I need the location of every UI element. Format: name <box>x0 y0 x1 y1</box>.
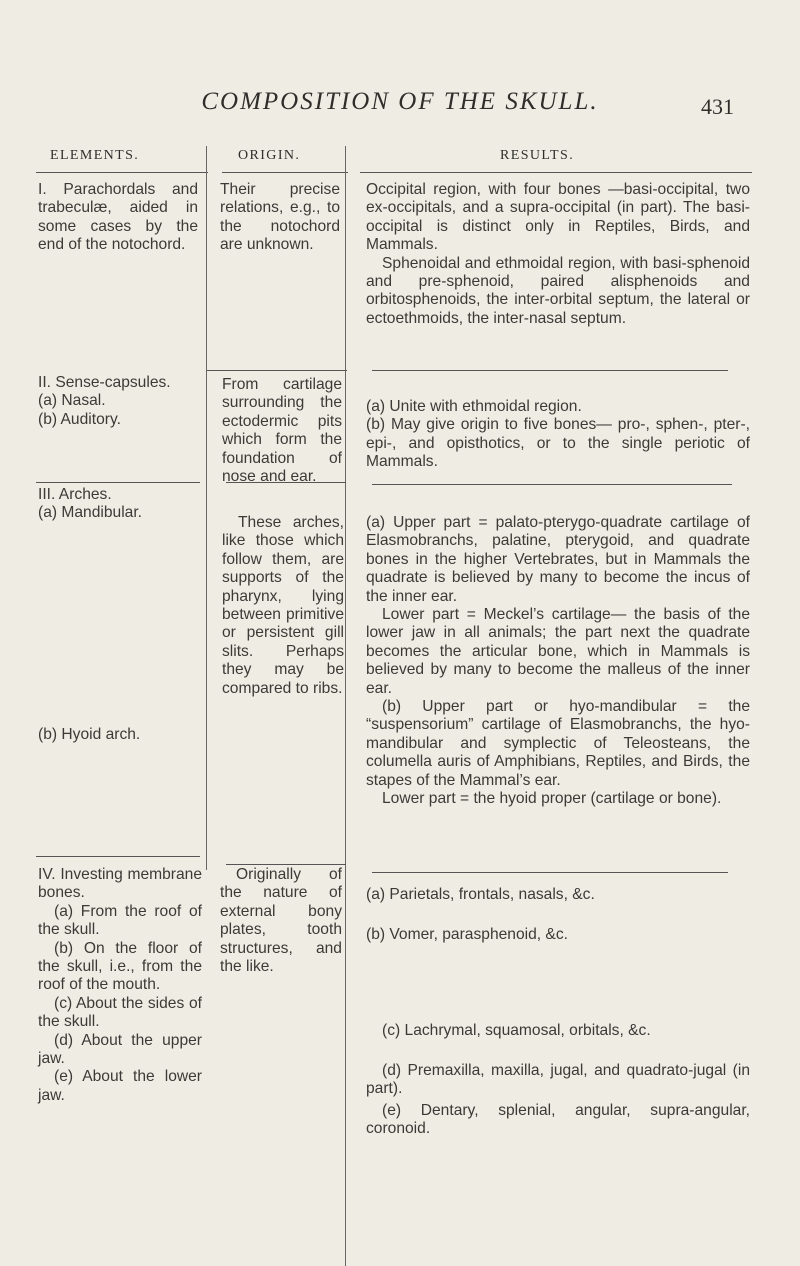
row-rule-2-results <box>372 484 732 485</box>
row-3-origin <box>222 514 344 698</box>
row-4-elements <box>38 866 202 1105</box>
row-rule-2-elements <box>36 482 200 483</box>
row-2-origin-text: From cartilage surrounding the ectodermic pits which form the foundation of nose and ear. <box>222 376 342 486</box>
row-3-elements <box>38 486 204 746</box>
header-results: RESULTS. <box>500 148 575 163</box>
row-2-elements-a: (a) Nasal. <box>38 392 106 410</box>
running-head: COMPOSITION OF THE SKULL. <box>201 88 599 115</box>
row-rule-1-origin <box>207 370 347 371</box>
row-3-results-a-upper: (a) Upper part = palato-pterygo-quadrate cartilage of Elasmobranchs, palatine, pterygoid, and quadrate bones in the higher Vertebrates, but in Mammals the quadrate is believed by many to become the incus of the inner ear. <box>366 514 750 605</box>
row-4-elements-a: (a) From the roof of the skull. <box>38 902 202 939</box>
row-1-origin-text: Their precise relations, e.g., to the notochord are unknown. <box>220 181 340 254</box>
row-4-results <box>366 886 750 1226</box>
row-3-results-b-upper: (b) Upper part or hyo-mandibular = the “suspensorium” cartilage of Elasmobranchs, the hyo-mandibular and symplectic of Teleosteans, the columella auris of Amphibians, Reptiles, and Birds, the stapes of the Mammal’s ear. <box>366 698 750 789</box>
row-rule-3-results <box>372 872 728 873</box>
row-1-origin <box>220 181 340 255</box>
header-elements: ELEMENTS. <box>50 148 140 163</box>
row-2-elements-title: II. Sense-capsules. <box>38 374 171 391</box>
row-4-elements-b: (b) On the floor of the skull, i.e., from the roof of the mouth. <box>38 939 202 994</box>
row-3-results <box>366 514 750 809</box>
header-rule-results <box>360 172 752 173</box>
row-3-origin-text: These arches, like those which follow them, are supports of the pharynx, lying between primitive or persistent gill slits. Perhaps they may be compared to ribs. <box>222 514 344 697</box>
row-3-results-b-lower: Lower part = the hyoid proper (cartilage or bone). <box>382 790 722 808</box>
row-1-elements <box>38 181 198 255</box>
row-1-elements-text: I. Parachordals and trabeculæ, aided in some cases by the end of the notochord. <box>38 181 198 254</box>
row-3-results-a-lower: Lower part = Meckel’s cartilage— the basis of the lower jaw in all animals; the part next the quadrate becomes the articular bone, which in Mammals is believed by many to become the malleus of the inner ear. <box>366 606 750 697</box>
row-rule-1-results <box>372 370 728 371</box>
row-2-origin <box>222 376 342 486</box>
row-rule-3-elements <box>36 856 200 857</box>
column-divider-2 <box>345 146 346 1266</box>
row-2-results-a: (a) Unite with ethmoidal region. <box>366 398 582 415</box>
row-3-elements-a: (a) Mandibular. <box>38 504 143 522</box>
row-1-results-p2: Sphenoidal and ethmoidal region, with basi-sphenoid and pre-sphenoid, paired alisphenoids and orbitosphenoids, the inter-orbital septum, the lateral or ectoethmoids, the inter-nasal septum. <box>366 254 750 327</box>
row-2-results-b: (b) May give origin to five bones— pro-, sphen-, pter-, epi-, and opisthotics, or to the single periotic of Mammals. <box>366 416 750 471</box>
row-4-origin-text: Originally of the nature of external bony plates, tooth structures, and the like. <box>220 866 342 976</box>
row-2-elements <box>38 374 204 429</box>
row-4-elements-e: (e) About the lower jaw. <box>38 1068 202 1104</box>
row-rule-3-origin <box>226 864 346 865</box>
column-divider-1 <box>206 146 207 870</box>
row-1-results-p1: Occipital region, with four bones —basi-occipital, two ex-occipitals, and a supra-occipital (in part). The basi-occipital is distinct only in Reptiles, Birds, and Mammals. <box>366 181 750 254</box>
row-3-elements-b: (b) Hyoid arch. <box>38 726 141 743</box>
row-4-results-a: (a) Parietals, frontals, nasals, &c. <box>366 886 595 903</box>
row-3-elements-title: III. Arches. <box>38 486 112 503</box>
header-rule-elements <box>36 172 208 173</box>
row-4-results-e: (e) Dentary, splenial, angular, supra-angular, coronoid. <box>366 1102 750 1138</box>
header-rule-origin <box>222 172 348 173</box>
row-2-results <box>366 398 750 472</box>
page-number: 431 <box>701 94 734 119</box>
row-1-results <box>366 181 750 328</box>
row-4-results-c: (c) Lachrymal, squamosal, orbitals, &c. <box>382 1022 651 1039</box>
row-4-results-d: (d) Premaxilla, maxilla, jugal, and quadrato-jugal (in part). <box>366 1062 750 1098</box>
row-4-elements-title: IV. Investing membrane bones. <box>38 866 202 902</box>
row-4-results-b: (b) Vomer, parasphenoid, &c. <box>366 926 568 943</box>
header-origin: ORIGIN. <box>238 148 301 163</box>
row-4-origin <box>220 866 342 976</box>
row-2-elements-b: (b) Auditory. <box>38 410 121 428</box>
row-4-elements-d: (d) About the upper jaw. <box>38 1031 202 1068</box>
row-4-elements-c: (c) About the sides of the skull. <box>38 994 202 1031</box>
